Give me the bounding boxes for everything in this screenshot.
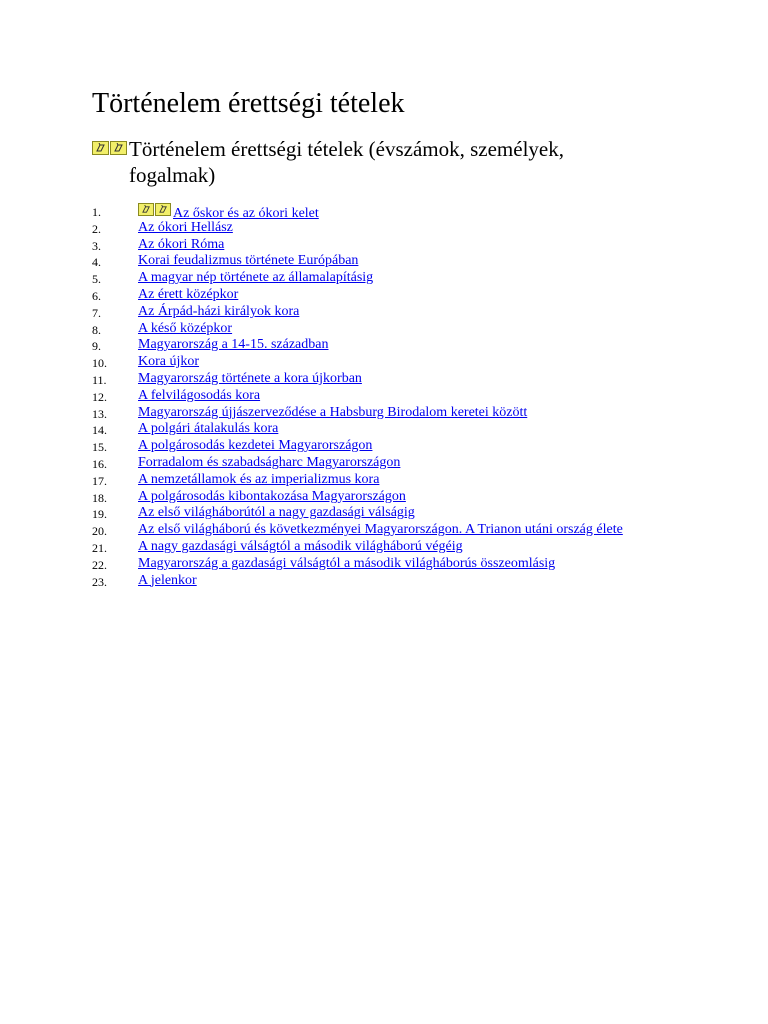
toc-link[interactable]: Az első világháborútól a nagy gazdasági válságig: [138, 505, 415, 521]
toc-item-number: 2.: [92, 221, 101, 236]
section-heading-line2: fogalmak): [129, 163, 216, 187]
toc-link[interactable]: Az őskor és az ókori kelet: [173, 206, 319, 221]
bookmark-icon[interactable]: [110, 141, 127, 155]
toc-link[interactable]: A késő középkor: [138, 320, 233, 336]
toc-item-number: 5.: [92, 272, 101, 287]
toc-entry: [138, 371, 362, 388]
page-title: Történelem érettségi tételek: [92, 88, 405, 119]
toc-link[interactable]: Magyarország a gazdasági válságtól a második világháborús összeomlásig: [138, 555, 556, 571]
toc-item-number: 8.: [92, 322, 101, 337]
bookmark-icon[interactable]: [138, 203, 154, 216]
toc-link[interactable]: A polgárosodás kibontakozása Magyarországon: [138, 488, 406, 504]
toc-link[interactable]: A felvilágosodás kora: [138, 387, 261, 403]
toc-entry: [138, 455, 400, 472]
toc-entry: [138, 388, 260, 405]
toc-link[interactable]: A polgári átalakulás kora: [138, 421, 279, 437]
toc-entry: [138, 337, 328, 354]
toc-entry: [138, 522, 623, 539]
toc-link[interactable]: Az Árpád-házi királyok kora: [138, 303, 300, 319]
toc-entry: [138, 421, 278, 438]
section-heading-line1: Történelem érettségi tételek (évszámok, személyek,: [129, 137, 564, 161]
toc-entry: [138, 539, 463, 556]
toc-entry: [138, 556, 555, 573]
toc-item-number: 9.: [92, 339, 101, 354]
bookmark-icon[interactable]: [92, 141, 109, 155]
toc-link[interactable]: Magyarország újjászerveződése a Habsburg Birodalom keretei között: [138, 404, 528, 420]
toc-link[interactable]: Forradalom és szabadságharc Magyarországon: [138, 454, 401, 470]
toc-entry: [138, 438, 372, 455]
toc-item-number: 20.: [92, 524, 107, 539]
toc-entry: [138, 573, 197, 590]
toc-item-number: 18.: [92, 490, 107, 505]
toc-link[interactable]: Az első világháború és következményei Magyarországon. A Trianon utáni ország élete: [138, 522, 623, 538]
toc-entry: [138, 253, 358, 270]
toc-item-number: 23.: [92, 574, 107, 589]
toc-link[interactable]: A magyar nép története az államalapításig: [138, 270, 374, 286]
toc-link[interactable]: Korai feudalizmus története Európában: [138, 253, 359, 269]
toc-link[interactable]: Magyarország története a kora újkorban: [138, 370, 362, 386]
toc-item-number: 13.: [92, 406, 107, 421]
bookmark-icon[interactable]: [155, 203, 171, 216]
toc-item-number: 11.: [92, 372, 107, 387]
toc-link[interactable]: Kora újkor: [138, 354, 200, 370]
toc-item-number: 1.: [92, 205, 101, 219]
toc-item-number: 7.: [92, 305, 101, 320]
section-heading: [92, 136, 652, 188]
toc-item-number: 21.: [92, 540, 107, 555]
bookmark-icons[interactable]: [92, 141, 127, 155]
toc-link[interactable]: Az ókori Hellász: [138, 219, 233, 235]
toc-entry: [138, 220, 233, 237]
toc-entry: [138, 237, 224, 254]
toc-item-number: 3.: [92, 238, 101, 253]
toc-item-number: 4.: [92, 255, 101, 270]
toc-item-number: 15.: [92, 440, 107, 455]
toc-entry: [138, 270, 373, 287]
toc-entry: [138, 489, 406, 506]
toc-entry: [138, 287, 238, 304]
toc-link[interactable]: A polgárosodás kezdetei Magyarországon: [138, 438, 373, 454]
toc-link[interactable]: A nemzetállamok és az imperializmus kora: [138, 471, 380, 487]
toc-item-number: 16.: [92, 456, 107, 471]
toc-entry: [138, 505, 415, 522]
bookmark-icons[interactable]: [138, 203, 171, 216]
toc-entry: [138, 304, 299, 321]
toc-link[interactable]: Az érett középkor: [138, 286, 239, 302]
toc-link[interactable]: A nagy gazdasági válságtól a második világháború végéig: [138, 538, 463, 554]
toc-item-number: 17.: [92, 473, 107, 488]
toc-item-number: 19.: [92, 507, 107, 522]
toc-item-number: 6.: [92, 288, 101, 303]
toc-entry: [138, 405, 527, 422]
toc-entry: [138, 354, 199, 371]
toc-item-number: 22.: [92, 557, 107, 572]
toc-link[interactable]: A jelenkor: [138, 572, 197, 588]
toc-item-number: 14.: [92, 423, 107, 438]
toc-item-number: 10.: [92, 356, 107, 371]
toc-item-number: 12.: [92, 389, 107, 404]
toc-link[interactable]: Az ókori Róma: [138, 236, 225, 252]
toc-entry: [138, 472, 379, 489]
toc-entry: [138, 321, 232, 338]
toc-link[interactable]: Magyarország a 14-15. században: [138, 337, 329, 353]
